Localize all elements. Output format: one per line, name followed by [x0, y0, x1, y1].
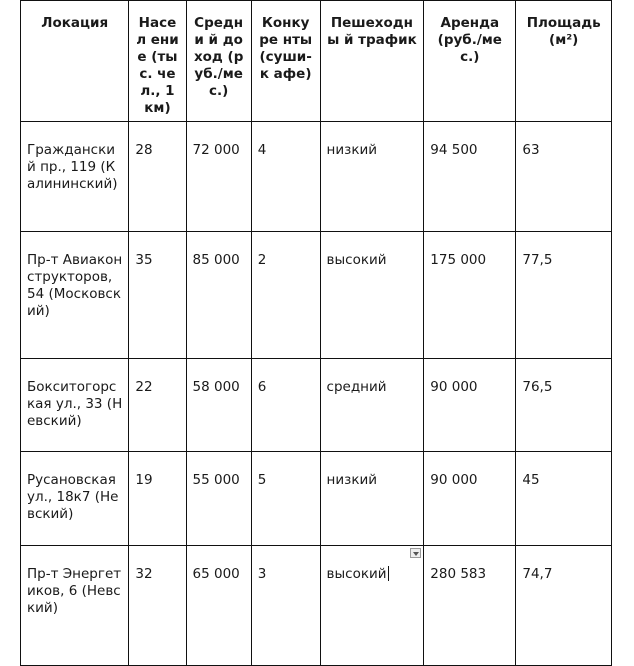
cell-population[interactable]: 28: [129, 122, 186, 232]
cell-area[interactable]: 45: [516, 452, 612, 546]
table-row: [21, 122, 612, 232]
cell-location[interactable]: Пр-т Энергетиков, 6 (Невский): [21, 546, 129, 666]
header-income[interactable]: Средни й доход (руб./ме с.): [186, 1, 251, 122]
cell-competitors[interactable]: 5: [251, 452, 320, 546]
cell-location[interactable]: Гражданский пр., 119 (Калининский): [21, 122, 129, 232]
cell-population[interactable]: 35: [129, 232, 186, 359]
cell-population[interactable]: 22: [129, 359, 186, 452]
cell-income[interactable]: 65 000: [186, 546, 251, 666]
cell-competitors[interactable]: 4: [251, 122, 320, 232]
cell-population[interactable]: 32: [129, 546, 186, 666]
header-area[interactable]: Площадь (м²): [516, 1, 612, 122]
cell-income[interactable]: 58 000: [186, 359, 251, 452]
cell-population[interactable]: 19: [129, 452, 186, 546]
cell-area[interactable]: 77,5: [516, 232, 612, 359]
header-competitors[interactable]: Конкуре нты (суши-к афе): [251, 1, 320, 122]
cell-area[interactable]: 63: [516, 122, 612, 232]
table-row: [21, 232, 612, 359]
cell-location[interactable]: Бокситогорская ул., 33 (Невский): [21, 359, 129, 452]
header-traffic[interactable]: Пешеходны й трафик: [320, 1, 424, 122]
cell-competitors[interactable]: 3: [251, 546, 320, 666]
cell-traffic[interactable]: низкий: [320, 452, 424, 546]
cell-income[interactable]: 55 000: [186, 452, 251, 546]
table-row: [21, 359, 612, 452]
cell-competitors[interactable]: 2: [251, 232, 320, 359]
cell-rent[interactable]: 280 583: [424, 546, 516, 666]
cell-rent[interactable]: 94 500: [424, 122, 516, 232]
cell-income[interactable]: 85 000: [186, 232, 251, 359]
cell-rent[interactable]: 175 000: [424, 232, 516, 359]
cell-area[interactable]: 74,7: [516, 546, 612, 666]
header-row: [21, 1, 612, 122]
header-population[interactable]: Насел ение (тыс. чел., 1 км): [129, 1, 186, 122]
cell-traffic-active[interactable]: [320, 546, 424, 666]
cell-competitors[interactable]: 6: [251, 359, 320, 452]
cell-traffic[interactable]: средний: [320, 359, 424, 452]
cell-traffic[interactable]: низкий: [320, 122, 424, 232]
text-cursor: [388, 566, 389, 581]
locations-table: [20, 0, 612, 666]
cell-location[interactable]: Русановская ул., 18к7 (Невский): [21, 452, 129, 546]
cell-rent[interactable]: 90 000: [424, 359, 516, 452]
header-location[interactable]: Локация: [21, 1, 129, 122]
chevron-down-icon[interactable]: [410, 548, 421, 558]
cell-area[interactable]: 76,5: [516, 359, 612, 452]
cell-traffic-value: высокий: [326, 566, 387, 582]
table-row: [21, 452, 612, 546]
cell-location[interactable]: Пр-т Авиаконструкторов, 54 (Московский): [21, 232, 129, 359]
header-rent[interactable]: Аренда (руб./мес.): [424, 1, 516, 122]
cell-rent[interactable]: 90 000: [424, 452, 516, 546]
cell-income[interactable]: 72 000: [186, 122, 251, 232]
table-row: [21, 546, 612, 666]
cell-traffic[interactable]: высокий: [320, 232, 424, 359]
